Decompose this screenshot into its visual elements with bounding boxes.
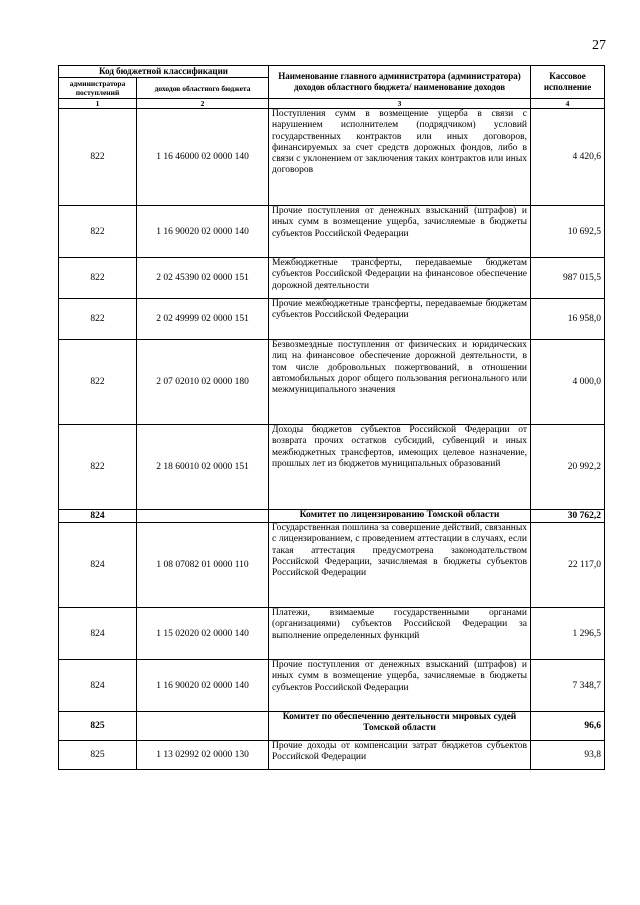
income-code: 2 02 45390 02 0000 151: [137, 258, 269, 299]
admin-code: 822: [59, 109, 137, 206]
income-code: 1 16 46000 02 0000 140: [137, 109, 269, 206]
income-name: Прочие поступления от денежных взысканий (штрафов) и иных сумм в возмещение ущерба, зачисляемые в бюджеты субъектов Российской Федерации: [269, 206, 531, 258]
amount: 30 762,2: [531, 510, 605, 523]
header-execution: Кассовое исполнение: [531, 66, 605, 99]
income-name: Поступления сумм в возмещение ущерба в связи с нарушением исполнителем (подрядчиком) условий государственных контрактов или иных договоров, финансируемых за счет средств дорожных фондов, либо в связи с уклонением от заключения таких контрактов или иных договоров: [269, 109, 531, 206]
admin-code: 824: [59, 510, 137, 523]
admin-code: 825: [59, 712, 137, 741]
admin-code: 822: [59, 299, 137, 340]
table-row: [59, 299, 605, 340]
committee-name: Комитет по обеспечению деятельности мировых судей Томской области: [269, 712, 531, 741]
table-row: [59, 608, 605, 660]
table-row-committee: [59, 510, 605, 523]
income-code: 2 07 02010 02 0000 180: [137, 340, 269, 425]
table-row: [59, 741, 605, 770]
amount: 4 420,6: [531, 109, 605, 206]
header-code-group: Код бюджетной классификации: [59, 66, 269, 78]
income-code: 1 13 02992 02 0000 130: [137, 741, 269, 770]
admin-code: 824: [59, 660, 137, 712]
income-name: Прочие поступления от денежных взысканий (штрафов) и иных сумм в возмещение ущерба, зачисляемые в бюджеты субъектов Российской Федерации: [269, 660, 531, 712]
table-row: [59, 206, 605, 258]
admin-code: 824: [59, 523, 137, 608]
amount: 93,8: [531, 741, 605, 770]
income-name: Доходы бюджетов субъектов Российской Федерации от возврата прочих остатков субсидий, субвенций и иных межбюджетных трансфертов, имеющих целевое назначение, прошлых лет из бюджетов муниципальных образований: [269, 425, 531, 510]
income-name: Безвозмездные поступления от физических и юридических лиц на финансовое обеспечение дорожной деятельности, в том числе добровольных пожертвований, в отношении автомобильных дорог общего пользования регионального или межмуниципального значения: [269, 340, 531, 425]
income-code: 2 18 60010 02 0000 151: [137, 425, 269, 510]
amount: 96,6: [531, 712, 605, 741]
table-row: [59, 523, 605, 608]
income-code: [137, 510, 269, 523]
amount: 16 958,0: [531, 299, 605, 340]
table-row: [59, 425, 605, 510]
table-row: [59, 258, 605, 299]
income-code: [137, 712, 269, 741]
header-number: 1: [59, 99, 137, 109]
income-name: Прочие межбюджетные трансферты, передаваемые бюджетам субъектов Российской Федерации: [269, 299, 531, 340]
admin-code: 825: [59, 741, 137, 770]
amount: 987 015,5: [531, 258, 605, 299]
table-row: [59, 109, 605, 206]
amount: 1 296,5: [531, 608, 605, 660]
amount: 7 348,7: [531, 660, 605, 712]
admin-code: 822: [59, 340, 137, 425]
admin-code: 822: [59, 206, 137, 258]
header-number: 4: [531, 99, 605, 109]
table-row-committee: [59, 712, 605, 741]
table-row: [59, 660, 605, 712]
income-code: 1 08 07082 01 0000 110: [137, 523, 269, 608]
budget-table: [58, 65, 605, 770]
header-number: 3: [269, 99, 531, 109]
income-code: 1 15 02020 02 0000 140: [137, 608, 269, 660]
income-code: 1 16 90020 02 0000 140: [137, 660, 269, 712]
admin-code: 824: [59, 608, 137, 660]
amount: 10 692,5: [531, 206, 605, 258]
admin-code: 822: [59, 425, 137, 510]
income-code: 1 16 90020 02 0000 140: [137, 206, 269, 258]
income-name: Платежи, взимаемые государственными органами (организациями) субъектов Российской Федерации за выполнение определенных функций: [269, 608, 531, 660]
amount: 4 000,0: [531, 340, 605, 425]
header-name: Наименование главного администратора (администратора) доходов областного бюджета/ наименование доходов: [269, 66, 531, 99]
header-number: 2: [137, 99, 269, 109]
income-name: Государственная пошлина за совершение действий, связанных с лицензированием, с проведением аттестации в случаях, если такая аттестация предусмотрена законодательством Российской Федерации, зачисляемая в бюджеты субъектов Российской Федерации: [269, 523, 531, 608]
header-admin: администратора поступлений: [59, 78, 137, 99]
table-row: [59, 340, 605, 425]
income-name: Прочие доходы от компенсации затрат бюджетов субъектов Российской Федерации: [269, 741, 531, 770]
header-income: доходов областного бюджета: [137, 78, 269, 99]
committee-name: Комитет по лицензированию Томской области: [269, 510, 531, 523]
amount: 20 992,2: [531, 425, 605, 510]
page-number: 27: [592, 38, 606, 53]
income-code: 2 02 49999 02 0000 151: [137, 299, 269, 340]
income-name: Межбюджетные трансферты, передаваемые бюджетам субъектов Российской Федерации на финансовое обеспечение дорожной деятельности: [269, 258, 531, 299]
admin-code: 822: [59, 258, 137, 299]
amount: 22 117,0: [531, 523, 605, 608]
